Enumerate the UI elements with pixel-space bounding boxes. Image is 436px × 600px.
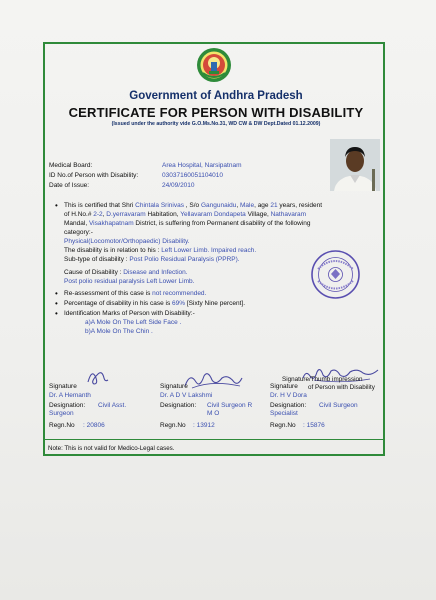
identification-mark-a: a)A Mole On The Left Side Face . xyxy=(85,319,182,326)
doctor-name: Dr. A D V Lakshmi xyxy=(160,392,213,399)
medico-legal-note: Note: This is not valid for Medico-Legal cases. xyxy=(48,445,175,452)
applicant-photo xyxy=(330,139,380,191)
certificate-authority: (Issued under the authority vide G.O.Ms.No.31, WD CW & DW Dept.Dated 01.12.2009) xyxy=(111,121,321,127)
bullet-icon: • xyxy=(55,201,58,210)
designation-value-cont: M O xyxy=(207,410,220,417)
thumb-caption-2: of Person with Disability xyxy=(308,384,375,391)
signature-label: Signature xyxy=(160,383,188,390)
designation-label: Designation: xyxy=(49,402,86,409)
certify-line-1: This is certified that Shri Chintala Srinivas , S/o Gangunaidu, Male, age 21 years, resident xyxy=(64,202,323,209)
issue-date-label: Date of Issue: xyxy=(49,182,90,189)
regn-label: Regn.No xyxy=(160,422,186,429)
government-heading: Government of Andhra Pradesh xyxy=(129,90,303,102)
disability-category: Physical(Locomotor/Orthopaedic) Disability. xyxy=(64,238,190,245)
thumb-caption-1: Signature/Thumb impression xyxy=(282,376,363,383)
doctor-name: Dr. A Hemanth xyxy=(49,392,91,399)
doctor-1-signature xyxy=(84,364,110,388)
designation-value: Civil Surgeon R xyxy=(207,402,253,409)
certify-line-2: of H.No.# 2-2, D.yerravaram Habitation, Yellavaram Dondapeta Village, Nathavaram xyxy=(64,211,307,218)
identification-mark-b: b)A Mole On The Chin . xyxy=(85,328,153,335)
bullet-icon: • xyxy=(55,299,58,308)
designation-value: Civil Asst. xyxy=(98,402,127,409)
id-number-label: ID No.of Person with Disability: xyxy=(49,172,139,179)
certify-line-4: category:- xyxy=(64,229,93,236)
doctor-name: Dr. H V Dora xyxy=(270,392,307,399)
bullet-icon: • xyxy=(55,309,58,318)
id-number-value: 03037160051104010 xyxy=(162,172,223,179)
identification-marks-label: Identification Marks of Person with Disability:- xyxy=(64,310,195,317)
regn-value: : 13912 xyxy=(193,422,215,429)
certify-line-3: Mandal, Visakhapatnam District, is suffering from Permanent disability of the following xyxy=(64,220,311,227)
designation-label: Designation: xyxy=(270,402,307,409)
signature-label: Signature xyxy=(270,383,298,390)
disability-subtype: Sub-type of disability : Post Polio Residual Paralysis (PPRP). xyxy=(64,256,240,263)
designation-value-cont: Specialist xyxy=(270,410,298,417)
certificate-title: CERTIFICATE FOR PERSON WITH DISABILITY xyxy=(68,105,364,120)
reassessment-line: Re-assessment of this case is not recommended. xyxy=(64,290,207,297)
note-divider xyxy=(43,439,385,440)
regn-value: : 15876 xyxy=(303,422,325,429)
signature-label: Signature xyxy=(49,383,77,390)
medical-board-label: Medical Board: xyxy=(49,162,93,169)
bullet-icon: • xyxy=(55,289,58,298)
state-emblem-icon xyxy=(196,47,232,83)
regn-value: : 20806 xyxy=(83,422,105,429)
regn-label: Regn.No xyxy=(49,422,75,429)
issue-date-value: 24/09/2010 xyxy=(162,182,195,189)
disability-percentage: Percentage of disability in his case is 69% [Sixty Nine percent]. xyxy=(64,300,246,307)
medical-board-value: Area Hospital, Narsipatnam xyxy=(162,162,242,169)
designation-value-cont: Surgeon xyxy=(49,410,74,417)
designation-value: Civil Surgeon xyxy=(319,402,358,409)
cause-detail: Post polio residual paralysis Left Lower Limb. xyxy=(64,278,195,285)
cause-of-disability: Cause of Disability : Disease and Infection. xyxy=(64,269,188,276)
disability-relation: The disability is in relation to his : Left Lower Limb. Impaired reach. xyxy=(64,247,257,254)
regn-label: Regn.No xyxy=(270,422,296,429)
designation-label: Designation: xyxy=(160,402,197,409)
doctor-2-signature xyxy=(182,366,244,392)
office-seal-stamp-icon xyxy=(310,249,361,300)
